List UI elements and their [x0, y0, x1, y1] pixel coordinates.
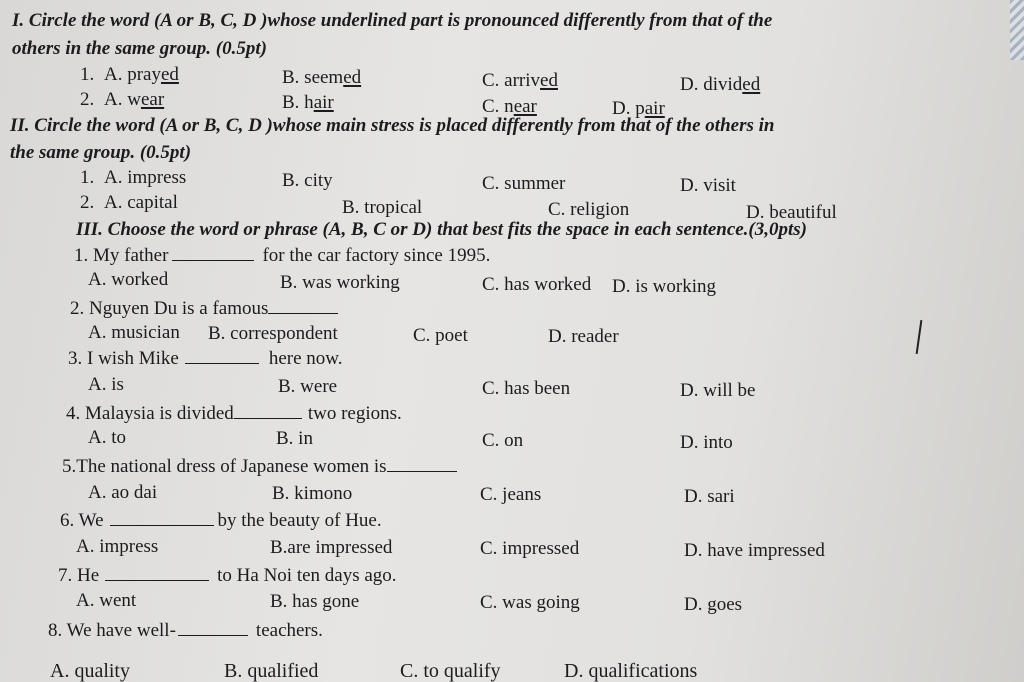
s3-q1-stem — [74, 244, 490, 267]
s1-q1-d-text: D. divid — [680, 74, 743, 95]
s1-q1-number: 1. — [80, 64, 95, 85]
s2-q1-option-a: A. impress — [104, 167, 187, 188]
s1-q1-option-b — [282, 67, 361, 89]
s3-q6-stem-pre: 6. We — [60, 510, 104, 531]
s3-q7-option-b: B. has gone — [270, 591, 360, 612]
s3-q8-option-c: C. to qualify — [400, 660, 501, 682]
s3-q4-stem — [66, 402, 402, 425]
s1-q2-b-underlined: air — [313, 92, 334, 113]
s3-q3-stem-post: here now. — [268, 348, 343, 369]
s3-q5-stem-pre: 5.The national dress of Japanese women is — [62, 456, 387, 477]
s3-q8-stem-post: teachers. — [255, 620, 323, 641]
s1-q1-option-c — [482, 70, 558, 92]
s1-q2-a-underlined: ear — [140, 89, 165, 110]
s3-q8-option-d: D. qualifications — [564, 660, 698, 682]
s3-q4-blank — [234, 402, 302, 419]
s3-q2-option-b: B. correspondent — [208, 323, 338, 344]
s2-q1-option-c: C. summer — [482, 173, 566, 194]
s3-q2-stem-pre: 2. Nguyen Du is a famous — [70, 298, 269, 319]
s3-q8-option-b: B. qualified — [224, 660, 319, 682]
s3-q2-blank — [268, 297, 338, 314]
s1-q2-option-a — [104, 89, 164, 111]
s3-q5-stem — [62, 455, 457, 478]
s2-q2-option-c: C. religion — [548, 199, 630, 220]
s3-q5-option-d: D. sari — [684, 486, 735, 507]
s1-q1-option-a — [104, 64, 179, 86]
s3-q1-option-c: C. has worked — [482, 274, 592, 295]
s3-q5-blank — [387, 455, 457, 472]
s3-q3-option-a: A. is — [88, 374, 124, 395]
s1-q2-d-text: D. p — [612, 98, 645, 119]
s1-q1-a-text: A. pray — [104, 64, 161, 85]
s3-q4-stem-post: two regions. — [307, 403, 402, 424]
s3-q4-option-c: C. on — [482, 430, 524, 451]
s3-q3-blank — [185, 347, 259, 364]
s3-q4-option-b: B. in — [276, 428, 313, 449]
s3-q2-option-a: A. musician — [88, 322, 180, 343]
s3-q6-option-d: D. have impressed — [684, 540, 825, 561]
s3-q3-stem-pre: 3. I wish Mike — [68, 348, 179, 369]
s3-q4-option-d: D. into — [680, 432, 733, 453]
s1-q1-option-d — [680, 74, 760, 96]
s2-q2-option-b: B. tropical — [342, 197, 423, 218]
section1-title-line2: others in the same group. (0.5pt) — [12, 38, 267, 59]
s3-q1-option-a: A. worked — [88, 269, 169, 290]
s2-q2-option-a: A. capital — [104, 192, 178, 213]
s1-q2-c-text: C. n — [482, 96, 514, 117]
s1-q2-a-text: A. w — [104, 89, 141, 110]
s3-q2-option-d: D. reader — [548, 326, 619, 347]
s3-q1-blank — [172, 244, 254, 261]
s3-q7-stem-pre: 7. He — [58, 565, 100, 586]
s1-q2-d-underlined: air — [644, 98, 665, 119]
s3-q6-option-b: B.are impressed — [270, 537, 393, 558]
s2-q1-number: 1. — [80, 167, 95, 188]
s3-q2-stem — [70, 297, 338, 320]
s2-q1-option-b: B. city — [282, 170, 333, 191]
s3-q7-option-c: C. was going — [480, 592, 580, 613]
s1-q1-d-underlined: ed — [742, 74, 761, 95]
s3-q8-stem — [48, 619, 323, 642]
s3-q6-stem — [60, 509, 382, 532]
s1-q1-b-underlined: ed — [343, 67, 362, 88]
s3-q7-option-a: A. went — [76, 590, 137, 611]
s3-q7-option-d: D. goes — [684, 594, 743, 615]
s2-q2-option-d: D. beautiful — [746, 202, 837, 223]
s3-q1-stem-pre: 1. My father — [74, 245, 169, 266]
s3-q5-option-a: A. ao dai — [88, 482, 158, 503]
section2-title-line1: II. Circle the word (A or B, C, D )whose main stress is placed differently from that of the others in — [10, 115, 775, 136]
s3-q4-option-a: A. to — [88, 427, 126, 448]
s1-q2-b-text: B. h — [282, 92, 314, 113]
s3-q6-option-c: C. impressed — [480, 538, 580, 559]
s3-q7-blank — [105, 564, 209, 581]
s3-q8-option-a: A. quality — [50, 660, 130, 682]
s3-q4-stem-pre: 4. Malaysia is divided — [66, 403, 234, 424]
s1-q2-c-underlined: ear — [513, 96, 537, 117]
section2-title-line2: the same group. (0.5pt) — [10, 142, 192, 163]
s1-q1-c-underlined: ed — [540, 70, 558, 91]
s3-q3-stem — [68, 347, 343, 370]
section3-title: III. Choose the word or phrase (A, B, C or D) that best fits the space in each sentence.(3,0pts) — [76, 219, 808, 240]
s3-q8-stem-pre: 8. We have well- — [48, 620, 176, 641]
s3-q7-stem — [58, 564, 397, 587]
s1-q1-b-text: B. seem — [282, 67, 344, 88]
s3-q6-option-a: A. impress — [76, 536, 159, 557]
s3-q1-stem-post: for the car factory since 1995. — [262, 245, 491, 266]
pen-mark — [916, 320, 923, 354]
s3-q5-option-b: B. kimono — [272, 483, 353, 504]
s1-q1-a-underlined: ed — [160, 64, 179, 85]
s2-q1-option-d: D. visit — [680, 175, 736, 196]
s3-q3-option-d: D. will be — [680, 380, 756, 401]
s3-q6-blank — [110, 509, 214, 526]
s3-q2-option-c: C. poet — [413, 325, 468, 346]
s3-q3-option-c: C. has been — [482, 378, 571, 399]
s1-q1-c-text: C. arriv — [482, 70, 541, 91]
s1-q2-option-b — [282, 92, 334, 114]
s3-q5-option-c: C. jeans — [480, 484, 542, 505]
s3-q3-option-b: B. were — [278, 376, 338, 397]
s2-q2-number: 2. — [80, 192, 95, 213]
s3-q7-stem-post: to Ha Noi ten days ago. — [217, 565, 397, 586]
s3-q8-blank — [178, 619, 248, 636]
s3-q6-stem-post: by the beauty of Hue. — [217, 510, 382, 531]
page-edge-decoration — [1010, 0, 1024, 60]
section1-title-line1: I. Circle the word (A or B, C, D )whose underlined part is pronounced differently from that of the — [12, 10, 773, 31]
s1-q2-number: 2. — [80, 89, 95, 110]
s3-q1-option-b: B. was working — [280, 272, 400, 293]
s3-q1-option-d: D. is working — [612, 276, 716, 297]
